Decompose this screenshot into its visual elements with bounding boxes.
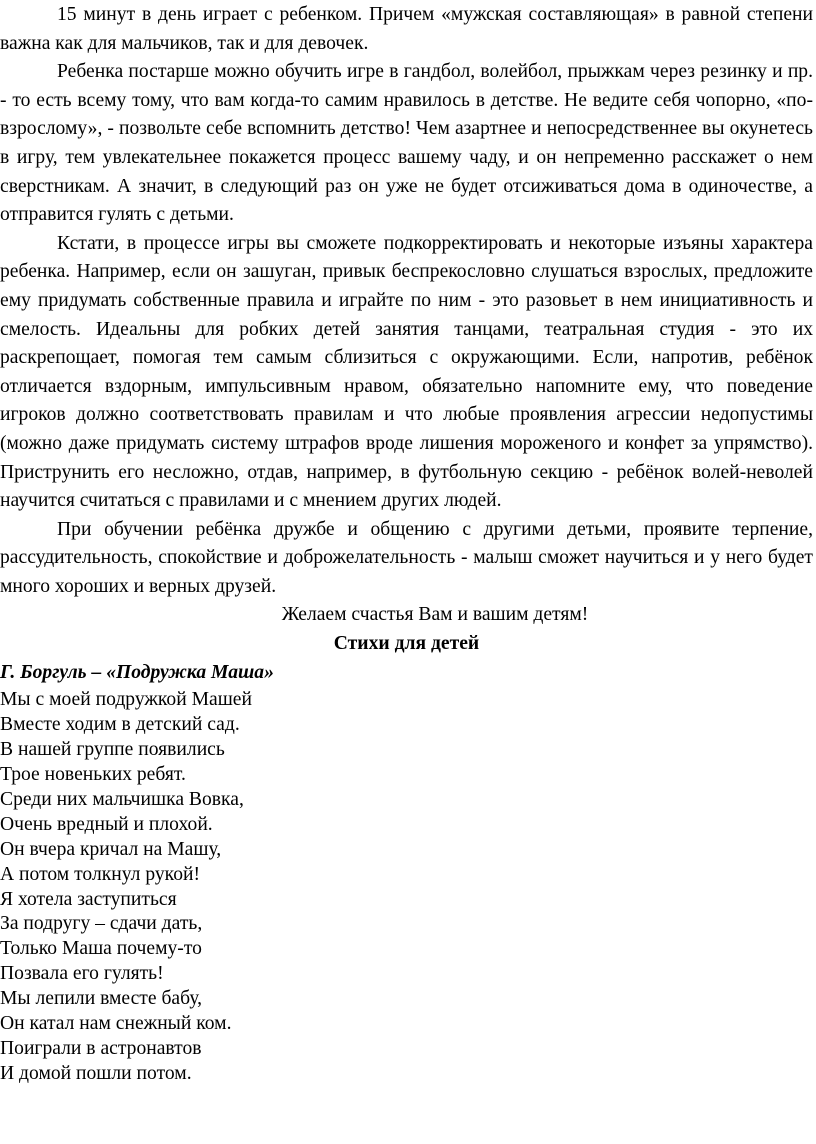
poem-line: Только Маша почему-то [0, 938, 202, 960]
paragraph-1: 15 минут в день играет с ребенком. Причем «мужская составляющая» в равной степени важна как для мальчиков, так и для девочек. [0, 4, 813, 54]
poem-line: Мы с моей подружкой Машей [0, 689, 252, 711]
poem-line: Мы лепили вместе бабу, [0, 988, 203, 1010]
section-heading: Стихи для детей [333, 633, 480, 655]
paragraph-4: При обучении ребёнка дружбе и общению с другими детьми, проявите терпение, рассудительность, спокойствие и доброжелательность - малыш сможет научиться и у него будет много хороших и верных друзей. [0, 518, 813, 597]
poem-title: Г. Боргуль – «Подружка Маша» [0, 661, 274, 683]
poem-line: И домой пошли потом. [0, 1062, 192, 1084]
wish-line: Желаем счастья Вам и вашим детям! [281, 604, 589, 626]
paragraph-3: Кстати, в процессе игры вы сможете подкорректировать и некоторые изъяны характера ребенка. Например, если он зашуган, привык беспрекословно слушаться взрослых, предложите ему придумать собственные правила и играйте по ним - это разовьет в нем инициативность и смелость. Идеальны для робких детей занятия танцами, театральная студия - это их раскрепощает, помогая тем самым сблизиться с окружающими. Если, напротив, ребёнок отличается вздорным, импульсивным нравом, обязательно напомните ему, что поведение игроков должно соответствовать правилам и что любые проявления агрессии недопустимы (можно даже придумать систему штрафов вроде лишения мороженого и конфет за упрямство). Приструнить его несложно, отдав, например, в футбольную секцию - ребёнок волей-неволей научится считаться с правилами и с мнением других людей. [0, 232, 813, 512]
poem-line: Он вчера кричал на Машу, [0, 838, 222, 860]
poem-line: А потом толкнул рукой! [0, 863, 201, 885]
poem-line: Поиграли в астронавтов [0, 1037, 202, 1059]
poem-line: Среди них мальчишка Вовка, [0, 788, 244, 810]
poem [0, 688, 813, 1087]
poem-line: Он катал нам снежный ком. [0, 1013, 232, 1035]
poem-line: Вместе ходим в детский сад. [0, 714, 240, 736]
poem-line: Я хотела заступиться [0, 888, 177, 910]
poem-line: Позвала его гулять! [0, 963, 164, 985]
paragraph-2: Ребенка постарше можно обучить игре в гандбол, волейбол, прыжкам через резинку и пр. - то есть всему тому, что вам когда-то самим нравилось в детстве. Не ведите себя чопорно, «по-взрослому», - позвольте себе вспомнить детство! Чем азартнее и непосредственнее вы окунетесь в игру, тем увлекательнее покажется процесс вашему чаду, и он непременно расскажет о нем сверстникам. А значит, в следующий раз он уже не будет отсиживаться дома в одиночестве, а отправится гулять с детьми. [0, 61, 813, 226]
poem-line: За подругу – сдачи дать, [0, 913, 203, 935]
poem-line: В нашей группе появились [0, 739, 225, 761]
poem-line: Очень вредный и плохой. [0, 813, 213, 835]
poem-line: Трое новеньких ребят. [0, 763, 186, 785]
